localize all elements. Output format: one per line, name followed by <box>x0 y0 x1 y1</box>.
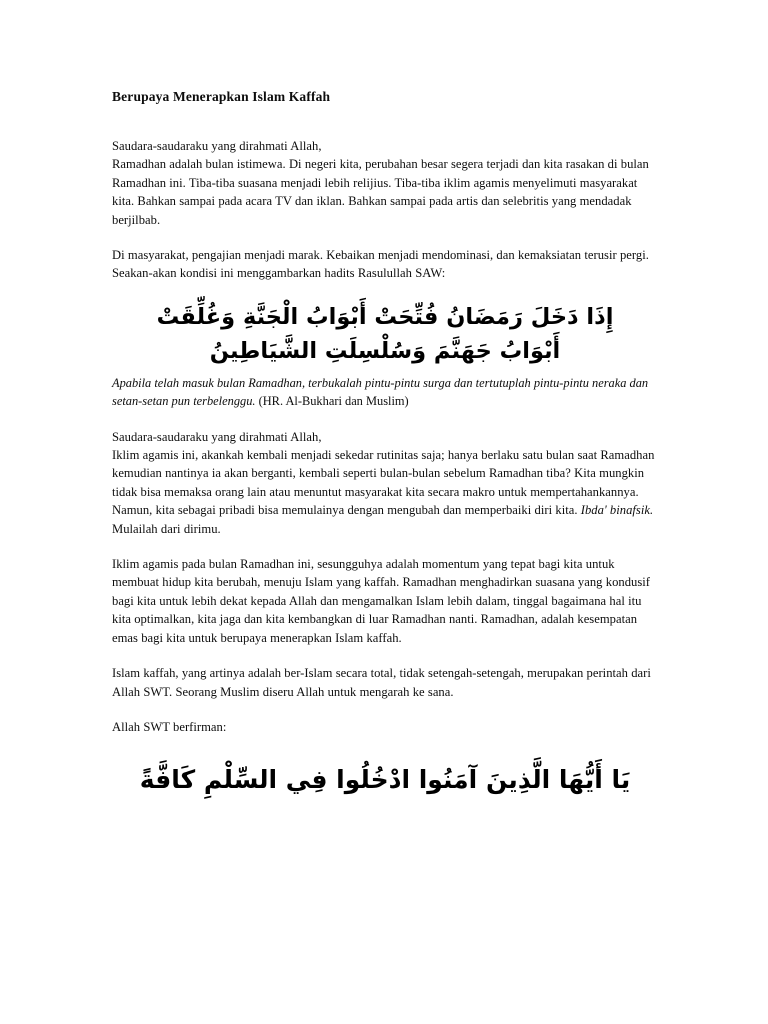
hadith-arabic-block <box>112 300 658 368</box>
paragraph-masyarakat: Di masyarakat, pengajian menjadi marak. Kebaikan menjadi mendominasi, dan kemaksiatan terusir pergi. Seakan-akan kondisi ini menggambarkan hadits Rasulullah SAW: <box>112 248 649 281</box>
document-content <box>112 88 658 799</box>
hadith-translation-text: Apabila telah masuk bulan Ramadhan, terbukalah pintu-pintu surga dan tertutuplah pintu-pintu neraka dan setan-setan pun terbelenggu. <box>112 376 649 409</box>
paragraph-islam-kaffah: Islam kaffah, yang artinya adalah ber-Islam secara total, tidak setengah-setengah, merupakan perintah dari Allah SWT. Seorang Muslim diseru Allah untuk mengarah ke sana. <box>112 666 651 699</box>
hadith-arabic-line-2: أَبْوَابُ جَهَنَّمَ وَسُلْسِلَتِ الشَّيَاطِينُ <box>209 338 561 365</box>
quran-verse-arabic: يَا أَيُّهَا الَّذِينَ آمَنُوا ادْخُلُوا فِي السِّلْمِ كَافَّةً <box>139 765 631 795</box>
paragraph-iklim-body: Iklim agamis ini, akankah kembali menjadi sekedar rutinitas saja; hanya berlaku satu bulan saat Ramadhan kemudian nantinya ia akan berganti, kembali seperti bulan-bulan sebelum Ramadhan tiba? Kita mungkin tidak bisa memaksa orang lain atau menuntut masyarakat kita secara makro untuk mempertahankannya. Namun, kita sebagai pribadi bisa memulainya dengan mengubah dan memperbaiki diri kita. <box>112 448 655 518</box>
paragraph-iklim-tail: Mulailah dari dirimu. <box>112 521 221 536</box>
paragraph-allah-berfirman: Allah SWT berfirman: <box>112 719 227 734</box>
hadith-translation <box>112 374 658 410</box>
salutation-line: Saudara-saudaraku yang dirahmati Allah, <box>112 429 322 444</box>
paragraph-momentum: Iklim agamis pada bulan Ramadhan ini, sesungguhya adalah momentum yang tepat bagi kita untuk membuat hidup kita berubah, menuju Islam yang kaffah. Ramadhan menghadirkan suasana yang kondusif bagi kita untuk lebih dekat kepada Allah dan mengamalkan Islam lebih dalam, tinggal bagaimana hal itu kita optimalkan, kita jaga dan kita kembangkan di luar Ramadhan nanti. Ramadhan, adalah kesempatan emas bagi kita untuk berupaya menerapkan Islam kaffah. <box>112 557 650 645</box>
hadith-source: (HR. Al-Bukhari dan Muslim) <box>258 394 409 409</box>
phrase-ibda-binafsik: Ibda' binafsik. <box>580 503 654 518</box>
hadith-arabic-line-1: إِذَا دَخَلَ رَمَضَانُ فُتِّحَتْ أَبْوَابُ الْجَنَّةِ وَغُلِّقَتْ <box>156 303 614 330</box>
paragraph-iklim-agamis <box>112 428 658 538</box>
paragraph-intro: Saudara-saudaraku yang dirahmati Allah, Ramadhan adalah bulan istimewa. Di negeri kita, perubahan besar segera terjadi dan kita rasakan di bulan Ramadhan ini. Tiba-tiba suasana menjadi lebih relijius. Tiba-tiba iklim agamis menyelimuti masyarakat kita. Bahkan sampai pada acara TV dan iklan. Bahkan sampai pada artis dan selebritis yang mendadak berjilbab. <box>112 139 649 227</box>
page-title: Berupaya Menerapkan Islam Kaffah <box>112 89 331 104</box>
